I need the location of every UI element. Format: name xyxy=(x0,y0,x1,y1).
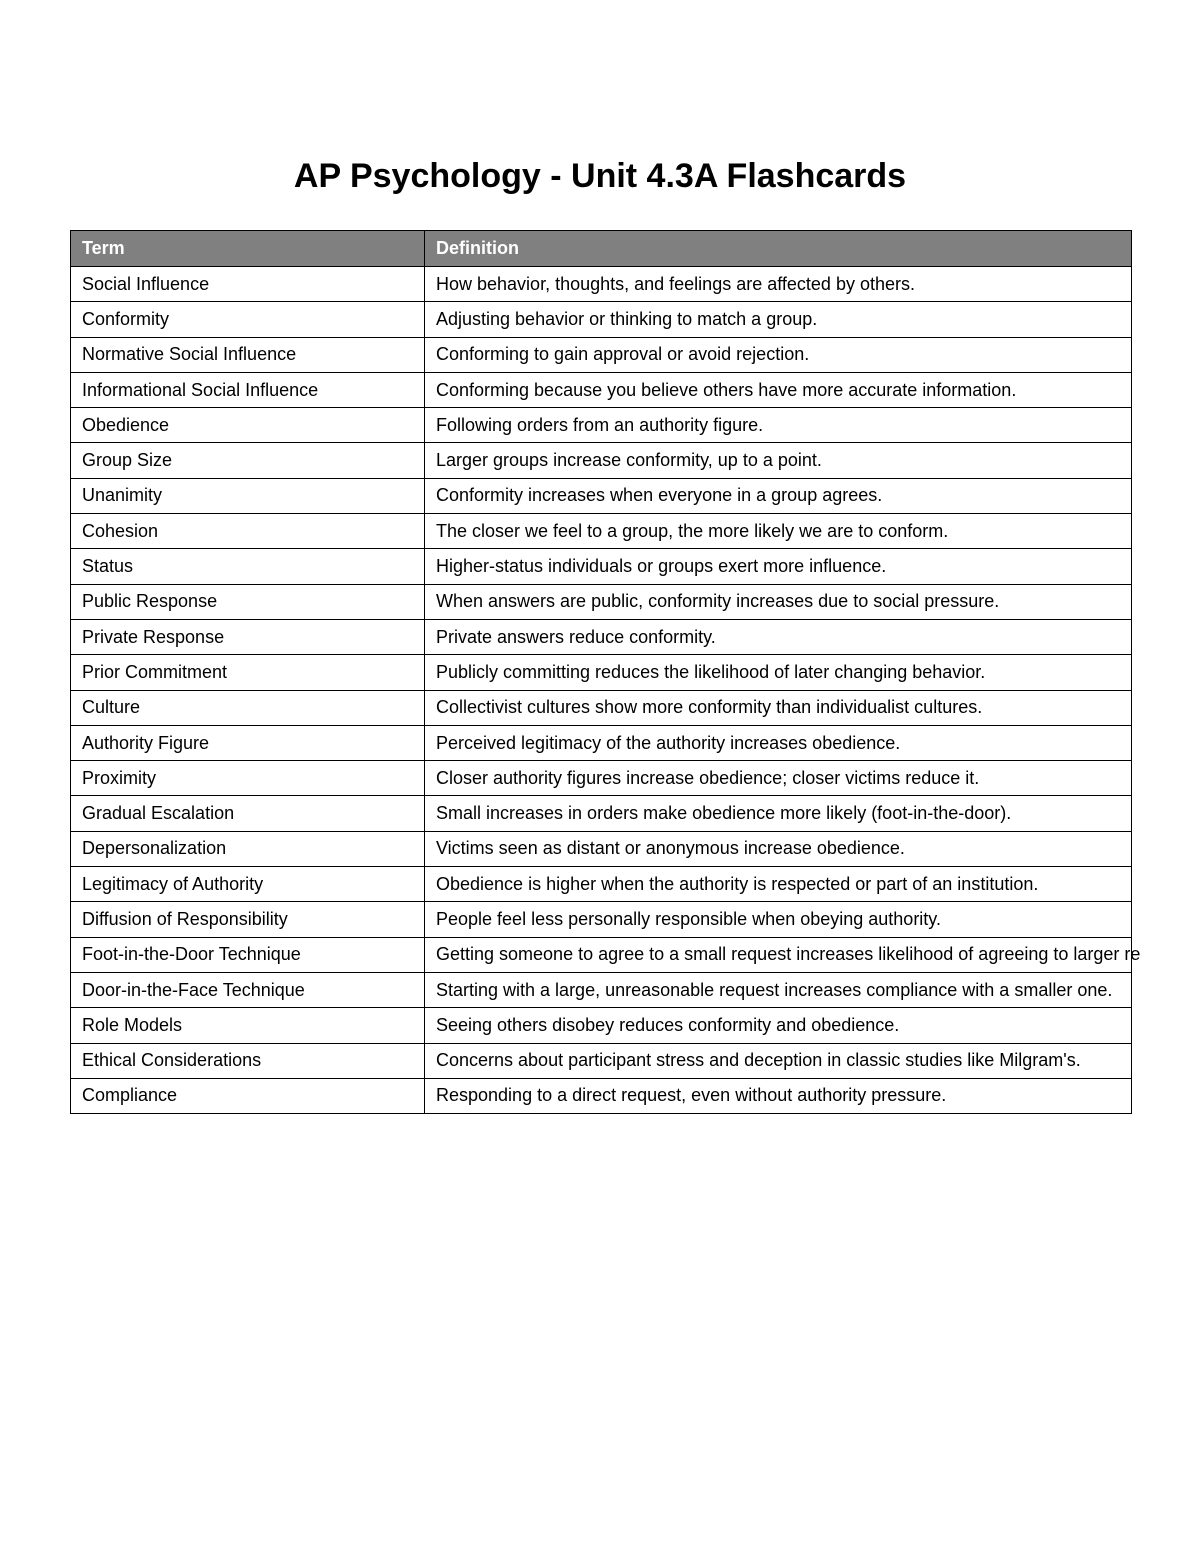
table-row xyxy=(71,902,1132,937)
table-body xyxy=(71,267,1141,1114)
table-row xyxy=(71,267,1132,302)
term-cell: Status xyxy=(71,549,425,584)
table-header-row xyxy=(71,231,1132,267)
table-row xyxy=(71,619,1132,654)
term-cell: Proximity xyxy=(71,761,425,796)
table-row xyxy=(71,655,1132,690)
definition-cell: Victims seen as distant or anonymous increase obedience. xyxy=(425,831,1132,866)
definition-cell: Perceived legitimacy of the authority increases obedience. xyxy=(425,725,1132,760)
definition-cell: Starting with a large, unreasonable request increases compliance with a smaller one. xyxy=(425,972,1132,1007)
definition-cell: When answers are public, conformity increases due to social pressure. xyxy=(425,584,1132,619)
table-row xyxy=(71,831,1132,866)
term-cell: Door-in-the-Face Technique xyxy=(71,972,425,1007)
table-row xyxy=(71,443,1132,478)
term-cell: Cohesion xyxy=(71,514,425,549)
table-row xyxy=(71,584,1132,619)
definition-cell: Collectivist cultures show more conformity than individualist cultures. xyxy=(425,690,1132,725)
definition-cell: Closer authority figures increase obedience; closer victims reduce it. xyxy=(425,761,1132,796)
term-cell: Depersonalization xyxy=(71,831,425,866)
term-cell: Private Response xyxy=(71,619,425,654)
term-cell: Compliance xyxy=(71,1078,425,1113)
table-row xyxy=(71,408,1132,443)
definition-cell: Publicly committing reduces the likelihood of later changing behavior. xyxy=(425,655,1132,690)
term-cell: Gradual Escalation xyxy=(71,796,425,831)
page-title: AP Psychology - Unit 4.3A Flashcards xyxy=(293,157,907,195)
definition-cell: Conforming because you believe others have more accurate information. xyxy=(425,372,1132,407)
table-row xyxy=(71,796,1132,831)
definition-cell: Following orders from an authority figure. xyxy=(425,408,1132,443)
definition-cell: Obedience is higher when the authority is respected or part of an institution. xyxy=(425,867,1132,902)
definition-cell: Conformity increases when everyone in a group agrees. xyxy=(425,478,1132,513)
term-cell: Obedience xyxy=(71,408,425,443)
term-cell: Role Models xyxy=(71,1008,425,1043)
definition-cell: How behavior, thoughts, and feelings are affected by others. xyxy=(425,267,1132,302)
table-row xyxy=(71,972,1132,1007)
definition-cell: Adjusting behavior or thinking to match a group. xyxy=(425,302,1132,337)
flashcard-table-wrapper xyxy=(70,230,1200,1114)
table-row xyxy=(71,302,1132,337)
table-row xyxy=(71,867,1132,902)
term-cell: Public Response xyxy=(71,584,425,619)
table-row xyxy=(71,337,1132,372)
term-cell: Social Influence xyxy=(71,267,425,302)
table-row xyxy=(71,937,1132,972)
definition-cell: Getting someone to agree to a small request increases likelihood of agreeing to larger re xyxy=(425,937,1132,972)
term-cell: Culture xyxy=(71,690,425,725)
term-cell: Conformity xyxy=(71,302,425,337)
definition-cell: Larger groups increase conformity, up to a point. xyxy=(425,443,1132,478)
definition-cell: Conforming to gain approval or avoid rejection. xyxy=(425,337,1132,372)
term-cell: Diffusion of Responsibility xyxy=(71,902,425,937)
definition-cell: Seeing others disobey reduces conformity and obedience. xyxy=(425,1008,1132,1043)
definition-cell: Concerns about participant stress and deception in classic studies like Milgram's. xyxy=(425,1043,1132,1078)
definition-cell: Responding to a direct request, even without authority pressure. xyxy=(425,1078,1132,1113)
header-definition: Definition xyxy=(425,231,1132,267)
term-cell: Informational Social Influence xyxy=(71,372,425,407)
table-row xyxy=(71,725,1132,760)
term-cell: Unanimity xyxy=(71,478,425,513)
table-row xyxy=(71,761,1132,796)
table-row xyxy=(71,514,1132,549)
term-cell: Foot-in-the-Door Technique xyxy=(71,937,425,972)
table-row xyxy=(71,478,1132,513)
table-row xyxy=(71,372,1132,407)
term-cell: Authority Figure xyxy=(71,725,425,760)
term-cell: Prior Commitment xyxy=(71,655,425,690)
term-cell: Legitimacy of Authority xyxy=(71,867,425,902)
definition-cell: The closer we feel to a group, the more likely we are to conform. xyxy=(425,514,1132,549)
table-row xyxy=(71,549,1132,584)
header-term: Term xyxy=(71,231,425,267)
table-row xyxy=(71,1043,1132,1078)
table-row xyxy=(71,690,1132,725)
definition-cell: People feel less personally responsible when obeying authority. xyxy=(425,902,1132,937)
definition-cell: Small increases in orders make obedience more likely (foot-in-the-door). xyxy=(425,796,1132,831)
table-row xyxy=(71,1008,1132,1043)
definition-cell: Higher-status individuals or groups exert more influence. xyxy=(425,549,1132,584)
flashcard-table xyxy=(70,230,1141,1114)
definition-cell: Private answers reduce conformity. xyxy=(425,619,1132,654)
table-row xyxy=(71,1078,1132,1113)
term-cell: Group Size xyxy=(71,443,425,478)
term-cell: Normative Social Influence xyxy=(71,337,425,372)
term-cell: Ethical Considerations xyxy=(71,1043,425,1078)
